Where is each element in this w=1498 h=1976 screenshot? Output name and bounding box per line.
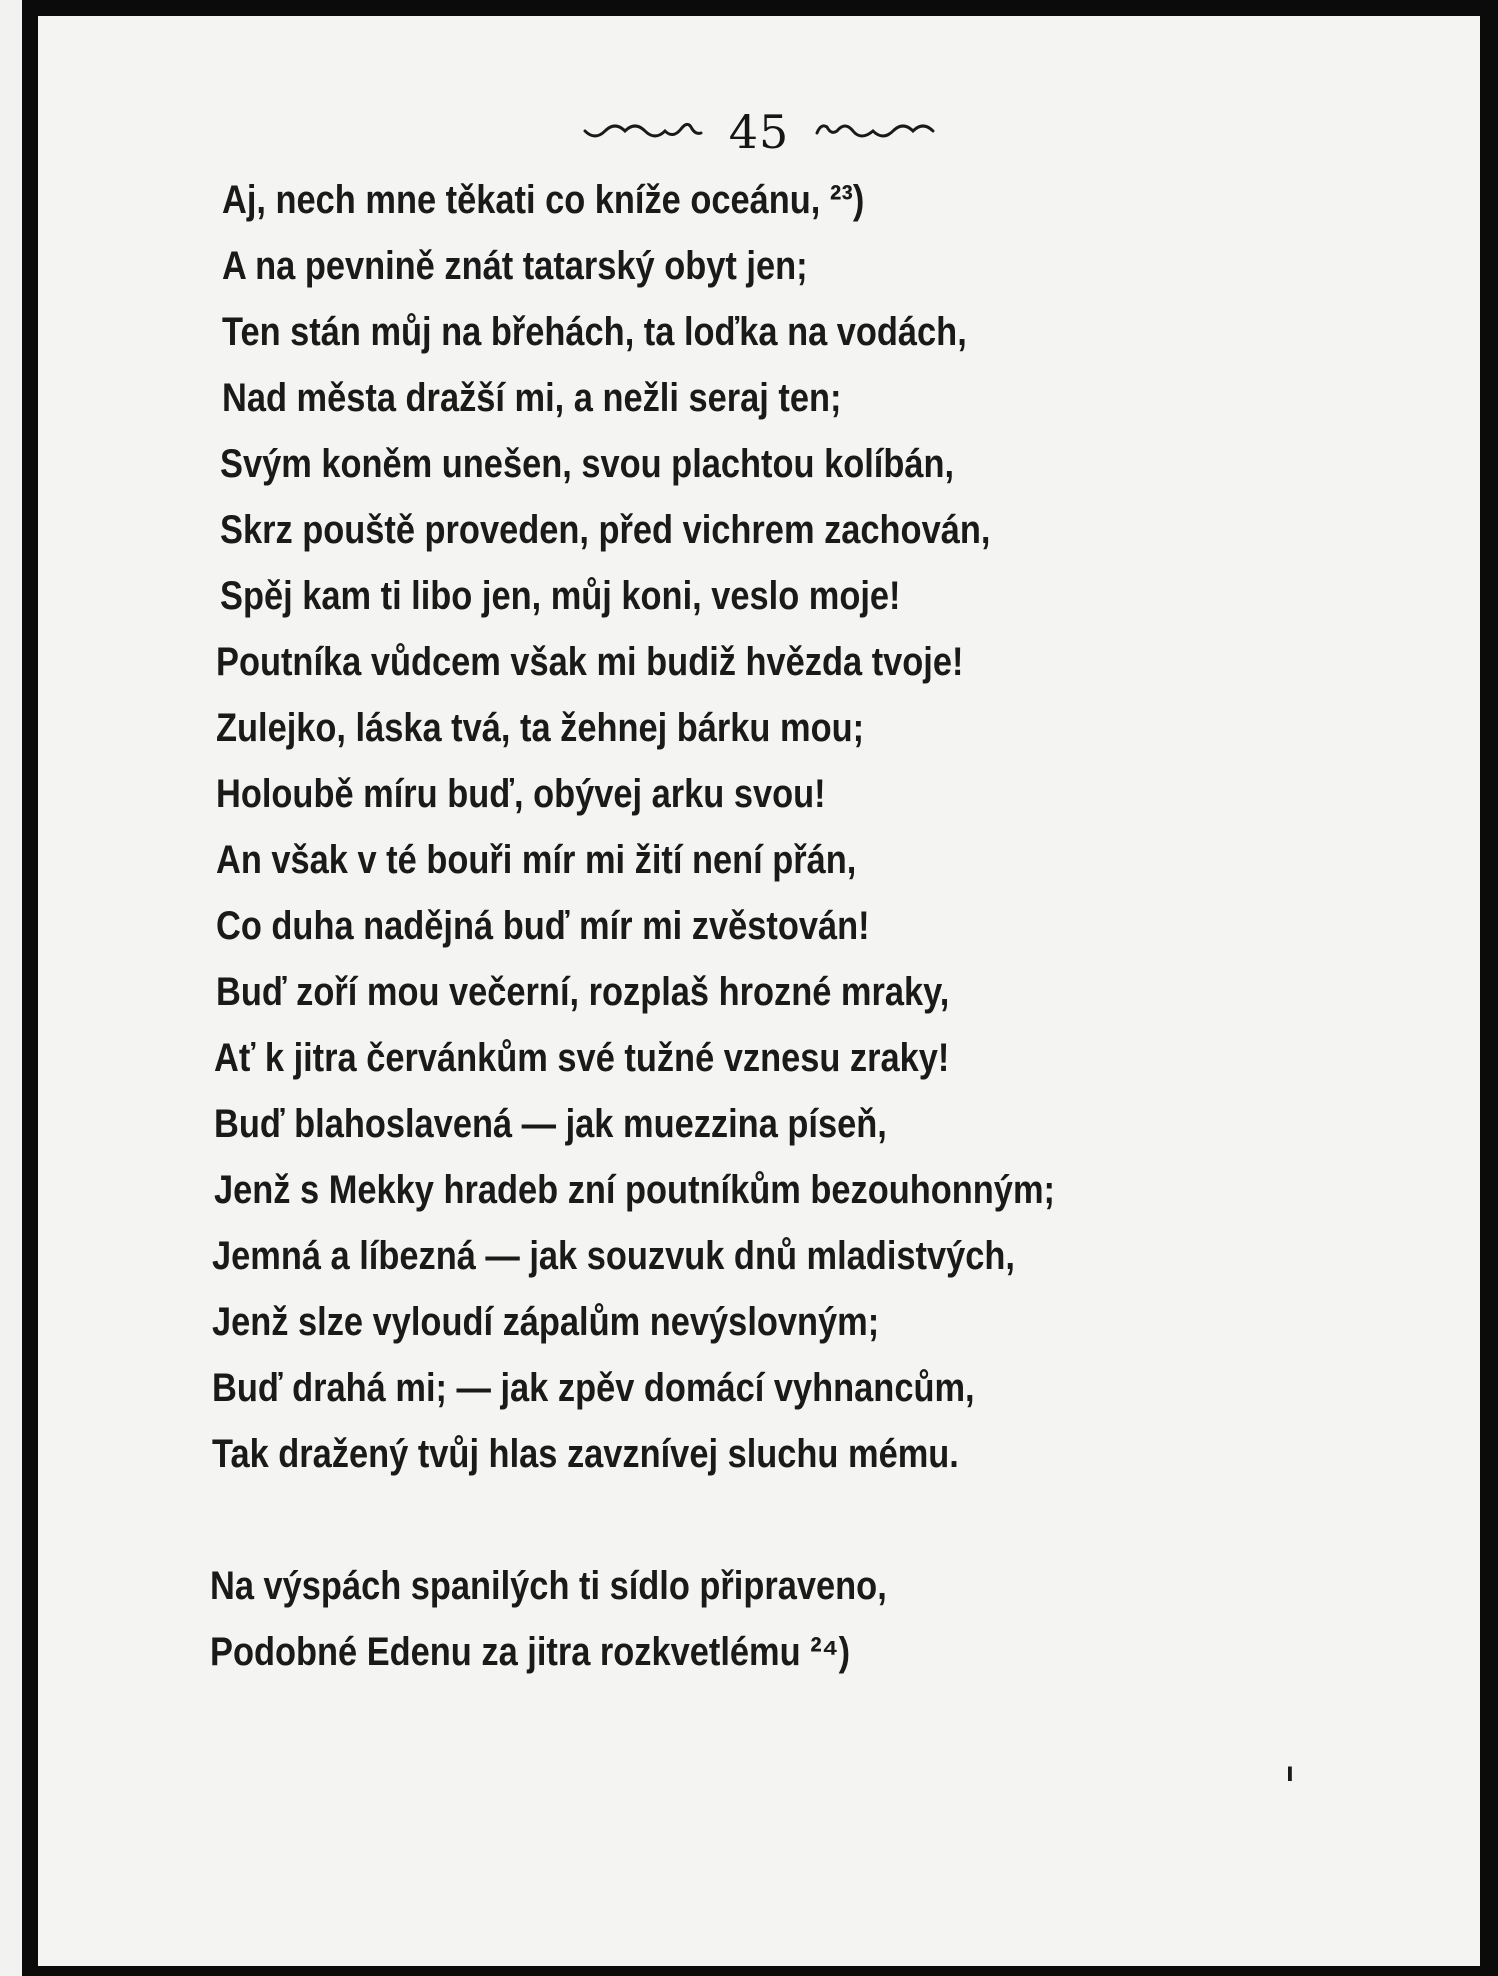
- poem-line: Na výspách spanilých ti sídlo připraveno,: [210, 1564, 887, 1608]
- poem-line: Zulejko, láska tvá, ta žehnej bárku mou;: [216, 706, 865, 750]
- previous-page-edge: [0, 0, 22, 1976]
- book-page: [38, 16, 1480, 1966]
- poem-line: Buď drahá mi; — jak zpěv domácí vyhnancům,: [212, 1366, 975, 1410]
- poem-line: Co duha nadějná buď mír mi zvěstován!: [216, 904, 870, 948]
- page-number: 45: [728, 105, 790, 159]
- poem-line: Aj, nech mne těkati co kníže oceánu, ²³): [222, 178, 865, 222]
- poem-line: Ať k jitra červánkům své tužné vznesu zraky!: [214, 1036, 950, 1080]
- poem-line: Skrz pouště proveden, před vichrem zachován,: [220, 508, 991, 552]
- poem-line: Buď blahoslavená — jak muezzina píseň,: [214, 1102, 887, 1146]
- left-wavy-ornament-icon: [583, 117, 703, 147]
- page-header: [38, 102, 1480, 162]
- poem-line: Buď zoří mou večerní, rozplaš hrozné mraky,: [216, 970, 950, 1014]
- poem-line: Ten stán můj na břehách, ta loďka na vodách,: [222, 310, 967, 354]
- poem-line: Spěj kam ti libo jen, můj koni, veslo moje!: [220, 574, 901, 618]
- poem-line: Podobné Edenu za jitra rozkvetlému ²⁴): [210, 1630, 851, 1674]
- poem-line: Tak dražený tvůj hlas zavznívej sluchu mému.: [212, 1432, 959, 1476]
- poem-line: Jenž s Mekky hradeb zní poutníkům bezouhonným;: [214, 1168, 1055, 1212]
- stray-print-mark: ı: [1286, 1756, 1294, 1787]
- poem-line: Jenž slze vyloudí zápalům nevýslovným;: [212, 1300, 880, 1344]
- poem-line: A na pevnině znát tatarský obyt jen;: [222, 244, 808, 288]
- poem-line: Svým koněm unešen, svou plachtou kolíbán,: [220, 442, 955, 486]
- poem-line: Nad města dražší mi, a nežli seraj ten;: [222, 376, 842, 420]
- poem-line: Jemná a líbezná — jak souzvuk dnů mladistvých,: [212, 1234, 1015, 1278]
- poem-line: Holoubě míru buď, obývej arku svou!: [216, 772, 826, 816]
- poem-line: An však v té bouři mír mi žití není přán,: [216, 838, 857, 882]
- right-wavy-ornament-icon: [815, 117, 935, 147]
- poem-line: Poutníka vůdcem však mi budiž hvězda tvoje!: [216, 640, 964, 684]
